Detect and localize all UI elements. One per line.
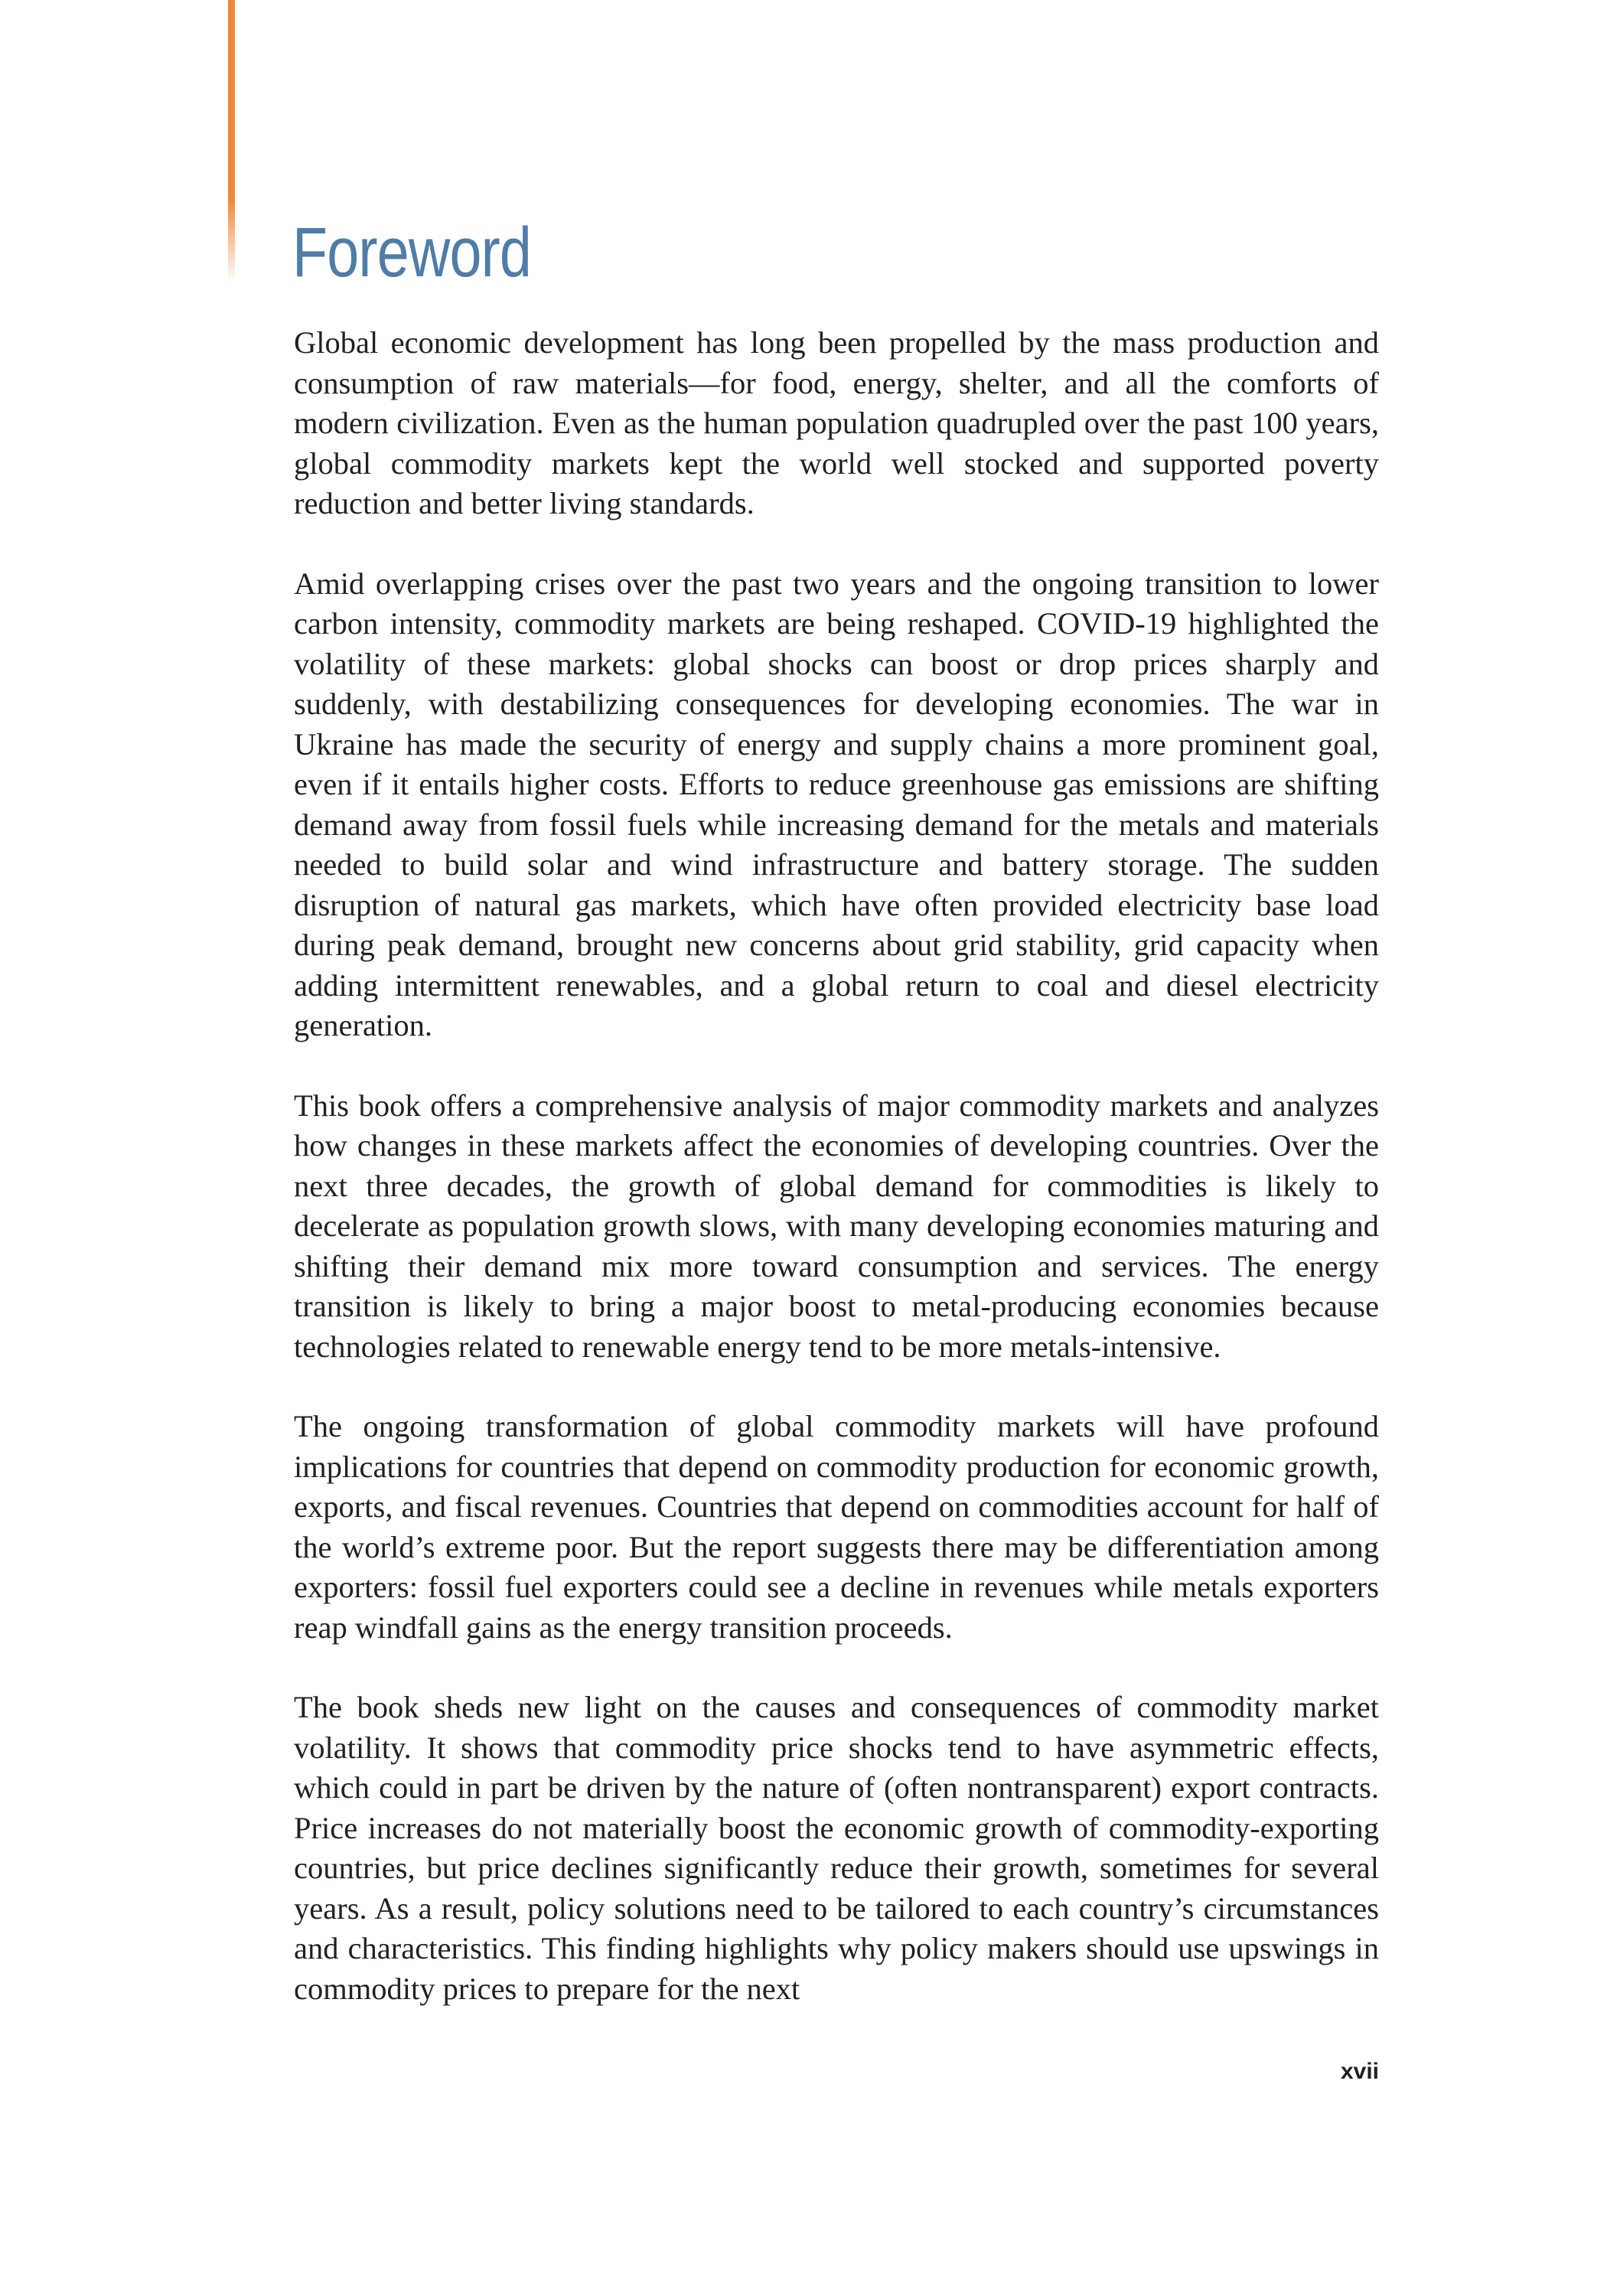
paragraph: The ongoing transformation of global commodity markets will have profound implications for countries that depend on commodity production for economic growth, exports, and fiscal revenues. Countries that depend on commodities account for half of the world’s extreme poor. But the report suggests there may be differentiation among exporters: fossil fuel exporters could see a decline in revenues while metals exporters reap windfall gains as the energy transition proceeds.: [294, 1409, 1379, 1645]
paragraph: Global economic development has long been propelled by the mass production and consumption of raw materials—for food, energy, shelter, and all the comforts of modern civilization. Even as the human population quadrupled over the past 100 years, global commodity markets kept the world well stocked and supported poverty reduction and better living standards.: [294, 325, 1379, 520]
paragraph: This book offers a comprehensive analysis of major commodity markets and analyzes how changes in these markets affect the economies of developing countries. Over the next three decades, the growth of global demand for commodities is likely to decelerate as population growth slows, with many developing economies maturing and shifting their demand mix more toward consumption and services. The energy transition is likely to bring a major boost to metal-producing economies because technologies related to renewable energy tend to be more metals-intensive.: [294, 1088, 1379, 1364]
paragraph: The book sheds new light on the causes and consequences of commodity market volatility. It shows that commodity price shocks tend to have asymmetric effects, which could in part be driven by the nature of (often nontransparent) export contracts. Price increases do not materially boost the economic growth of commodity-exporting countries, but price declines significantly reduce their growth, sometimes for several years. As a result, policy solutions need to be tailored to each country’s circumstances and characteristics. This finding highlights why policy makers should use upswings in commodity prices to prepare for the next: [294, 1690, 1379, 2006]
paragraph: Amid overlapping crises over the past two years and the ongoing transition to lower carbon intensity, commodity markets are being reshaped. COVID-19 highlighted the volatility of these markets: global shocks can boost or drop prices sharply and suddenly, with destabilizing consequences for developing economies. The war in Ukraine has made the security of energy and supply chains a more prominent goal, even if it entails higher costs. Efforts to reduce greenhouse gas emissions are shifting demand away from fossil fuels while increasing demand for the metals and materials needed to build solar and wind infrastructure and battery storage. The sudden disruption of natural gas markets, which have often provided electricity base load during peak demand, brought new concerns about grid stability, grid capacity when adding intermittent renewables, and a global return to coal and diesel electricity generation.: [294, 566, 1379, 1042]
page-title: Foreword: [292, 214, 532, 292]
body-text: [294, 323, 1379, 2049]
page-number: xvii: [1340, 2059, 1379, 2084]
accent-bar: [228, 0, 235, 283]
